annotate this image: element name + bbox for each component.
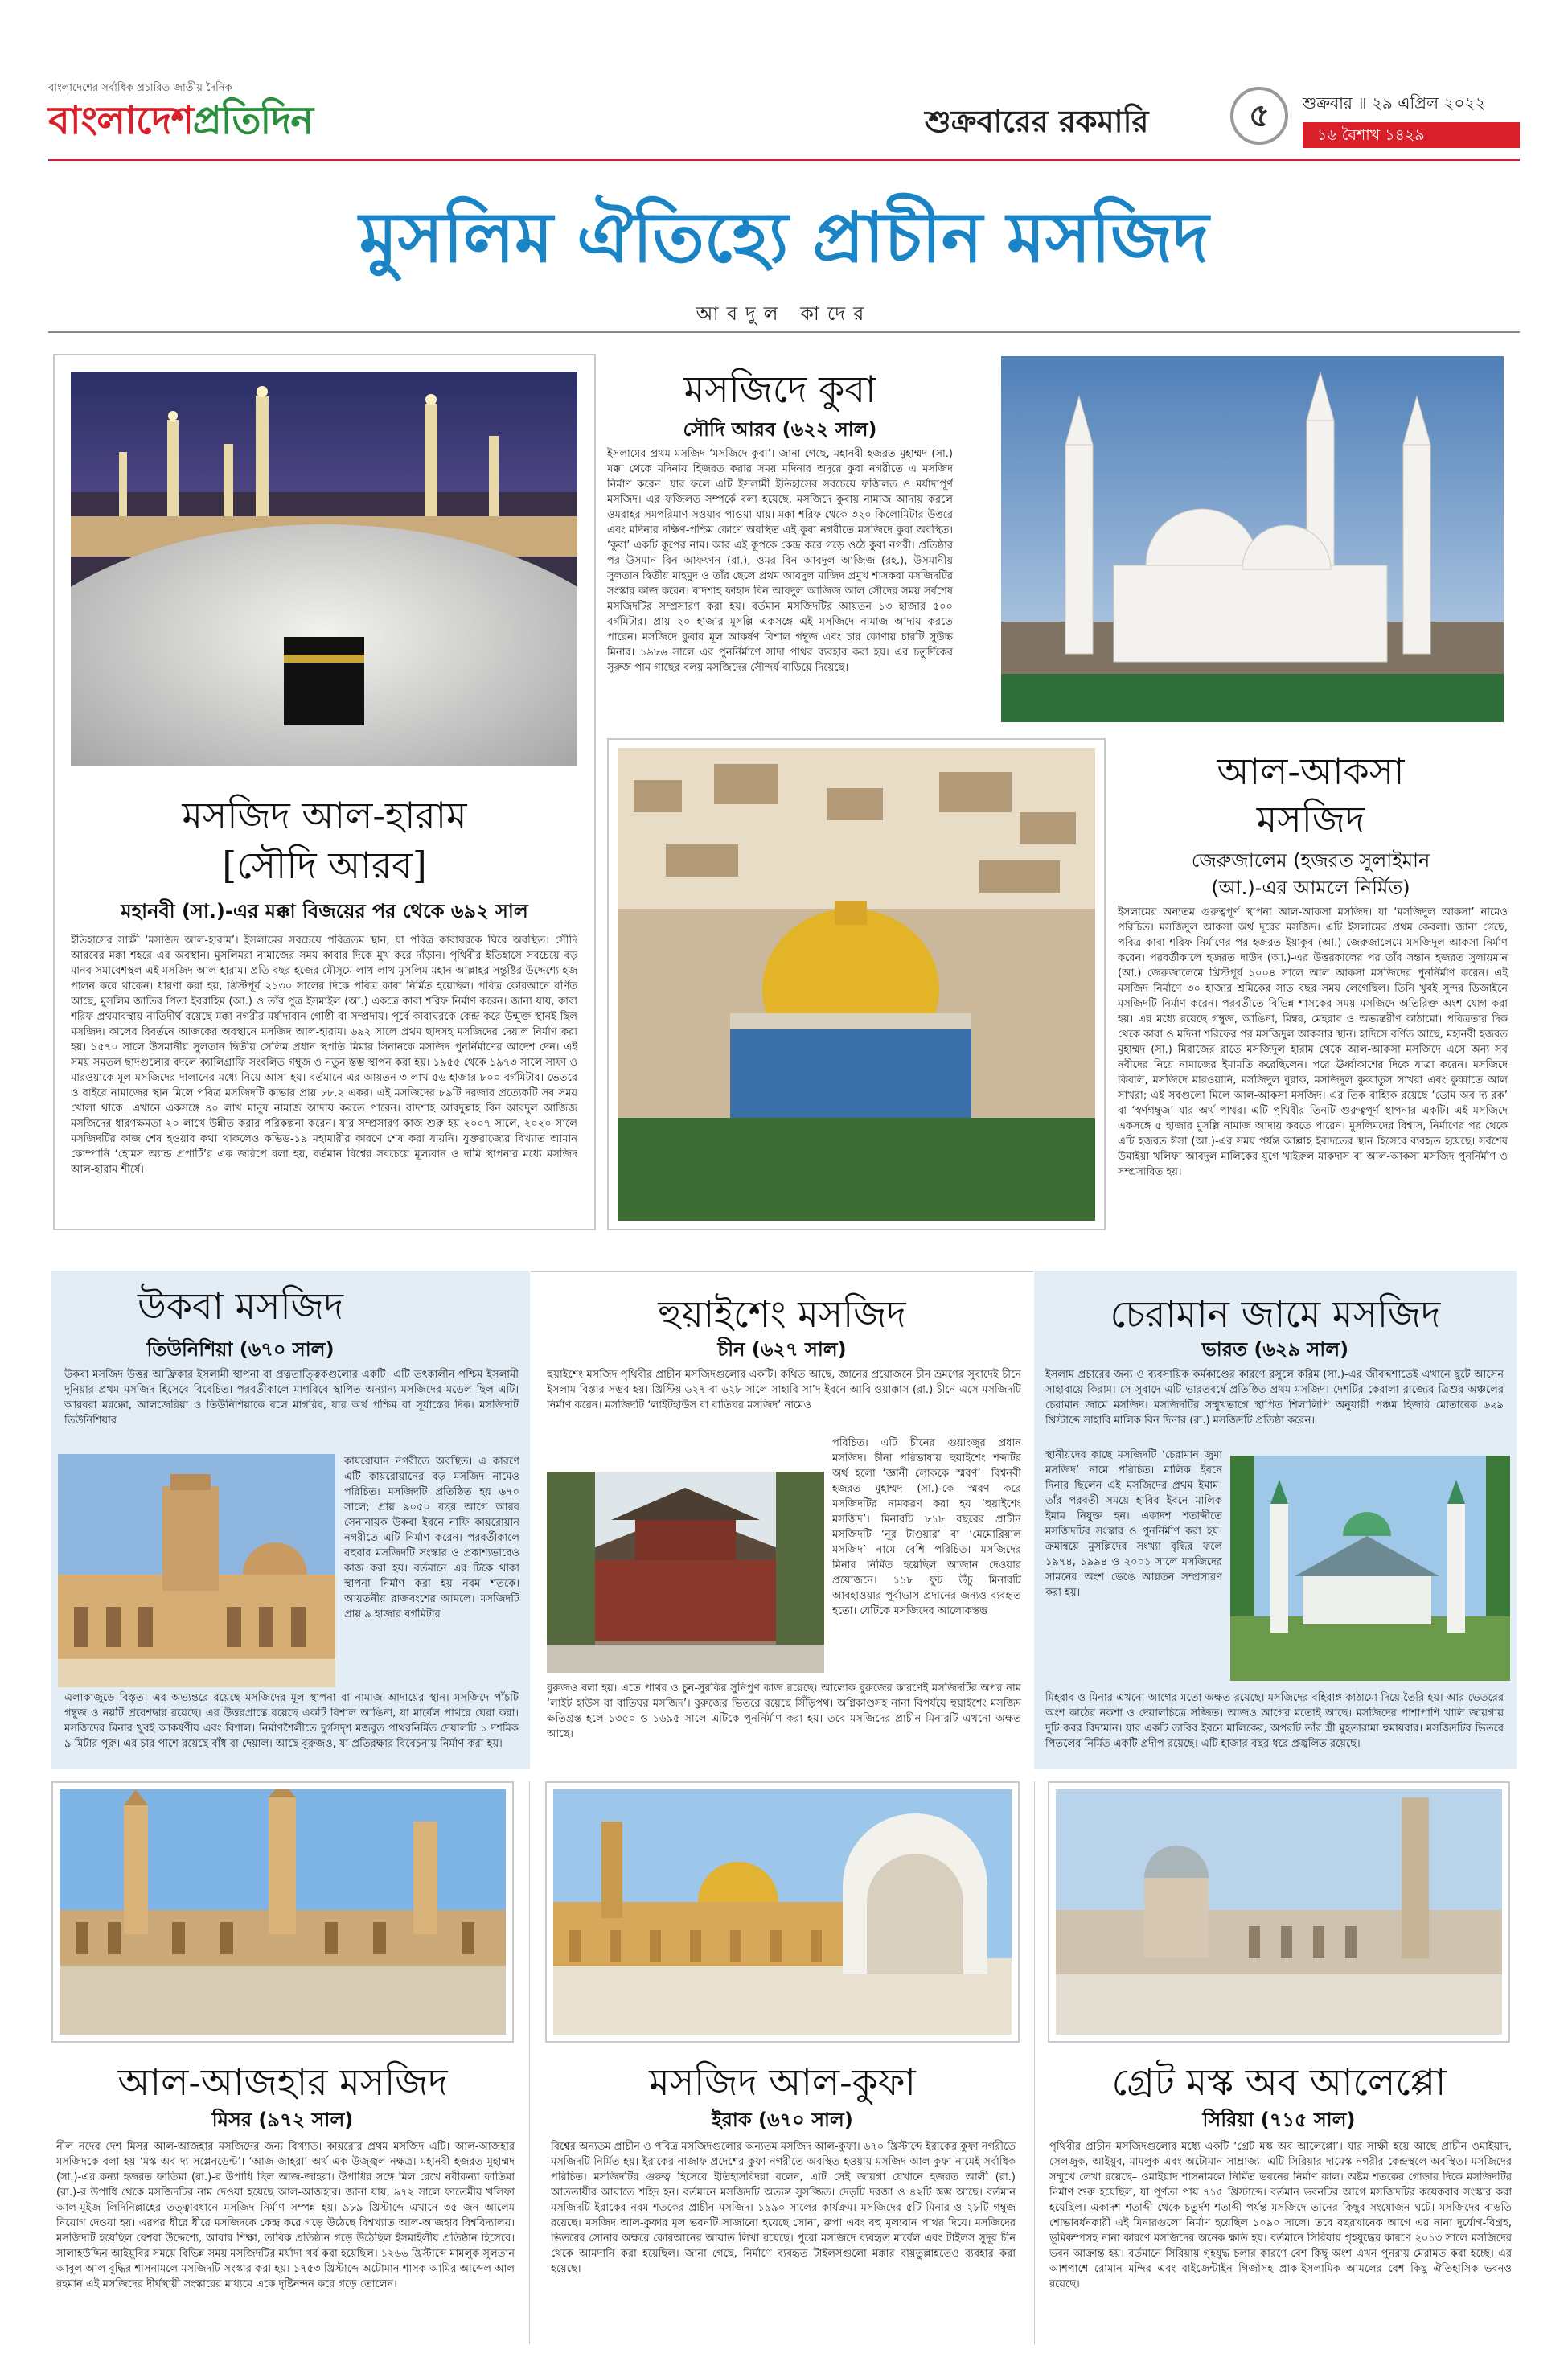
cheraman-body-top: ইসলাম প্রচারের জন্য ও ব্যবসায়িক কর্মকাণ্ডের কারণে রসুলে করিম (সা.)-এর জীবদ্দশাতেই এখানে ছুটে আসেন সাহাবায়ে কিরাম। সে সুবাদে এটি ভারতবর্ষে প্রতিষ্ঠিত প্রথম মসজিদ। দেশটির কেরালা রাজ্যের ত্রিশুর অঞ্চলের চেরামান জামে মসজিদ। মসজিদটির সম্মুখভাগে স্থাপিত শিলালিপি অনুযায়ী পঞ্চম হিজরি মোতাবেক ৬২৯ খ্রিস্টাব্দে সাহাবি মালিক বিন দিনার (রা.) মসজিদটি প্রতিষ্ঠা করেন। <box>1045 1369 1504 1427</box>
uqba-photo <box>58 1454 335 1687</box>
haram-title: মসজিদ আল-হারাম <box>182 794 467 837</box>
huaisheng-subtitle: চীন (৬২৭ সাল) <box>717 1338 847 1361</box>
column-divider <box>1034 1781 1035 2344</box>
cheraman-subtitle: ভারত (৬২৯ সাল) <box>1201 1338 1349 1361</box>
azhar-subtitle: মিসর (৯৭২ সাল) <box>211 2109 354 2131</box>
huaisheng-body-top: হুয়াইশেং মসজিদ পৃথিবীর প্রাচীন মসজিদগুলোর একটি। কথিত আছে, জ্ঞানের প্রয়োজনে চীন ভ্রমণের সুবাদেই চীনে ইসলাম বিস্তার সম্ভব হয়। খ্রিস্টিয় ৬২৭ বা ৬২৮ সালে সাহাবি সা’দ ইবনে আবি ওয়াক্কাস (রা.) চীনে এসে মসজিদটি নির্মাণ করেন। মসজিদটি ‘লাইটহাউস বা বাতিঘর মসজিদ’ নামেও <box>547 1369 1021 1411</box>
masthead <box>48 80 1520 161</box>
bangla-date: ১৬ বৈশাখ ১৪২৯ <box>1303 122 1520 148</box>
newspaper-logo[interactable]: বাংলাদেশপ্রতিদিন <box>48 98 314 143</box>
haram-photo <box>71 372 577 766</box>
uqba-body-top: উকবা মসজিদ উত্তর আফ্রিকার ইসলামী স্থাপনা বা প্রত্নতাত্ত্বিকগুলোর একটি। এটি তৎকালীন পশ্চিম ইসলামী দুনিয়ার প্রথম মসজিদ হিসেবে বিবেচিত। পরবর্তীকালে মাগরিবে স্থাপিত অন্যান্য মসজিদের মডেল ছিল এটি। আরবরা মরক্কো, আলজেরিয়া ও তিউনিশিয়াকে বলে মাগরিব, যার অর্থ পশ্চিম বা সূর্যাস্তের দিক। মসজিদটি তিউনিশিয়ার <box>64 1369 519 1427</box>
huaisheng-body-bottom: বুরুজও বলা হয়। এতে পাথর ও চুন-সুরকির সুনিপুণ কাজ রয়েছে। আলোক বুরুজের কারণেই মসজিদটির অপর নাম ‘লাইট হাউস বা বাতিঘর মসজিদ’। বুরুজের ভিতরে রয়েছে সিঁড়িপথ। অগ্নিকাণ্ডসহ নানা বিপর্যয়ে হুয়াইশেং মসজিদ ক্ষতিগ্রস্ত হলে ১৩৫০ ও ১৬৯৫ সালে এটিকে পুনর্নির্মাণ করা হয়। তবে মসজিদের প্রাচীন মিনারটি এখনো অক্ষত আছে। <box>547 1682 1021 1740</box>
kufa-title: মসজিদ আল-কুফা <box>649 2060 916 2104</box>
aqsa-subtitle-line2: (আ.)-এর আমলে নির্মিত) <box>1211 877 1410 899</box>
haram-body: ইতিহাসের সাক্ষী ‘মসজিদ আল-হারাম’। ইসলামের সবচেয়ে পবিত্রতম স্থান, যা পবিত্র কাবাঘরকে ঘিরে অবস্থিত। সৌদি আরবের মক্কা শহরে এর অবস্থান। মুসলিমরা নামাজের সময় কাবার দিকে মুখ করে দাঁড়ান। পৃথিবীর ইতিহাসে সবচেয়ে বড় মানব সমাবেশস্থল এই মসজিদ আল-হারাম। প্রতি বছর হজের মৌসুমে লাখ লাখ মুসলিম মহান আল্লাহর সন্তুষ্টির উদ্দেশ্যে হজ পালন করে থাকেন। ধারণা করা হয়, খ্রিস্টপূর্ব ২১৩০ সালের দিকে পবিত্র কাবা নির্মিত হয়েছিল। পবিত্র কোরআনে বর্ণিত আছে, মুসলিম জাতির পিতা ইবরাহিম (আ.) ও তাঁর পুত্র ইসমাইল (আ.) একত্রে কাবা শরিফ নির্মাণ করেন। জানা যায়, কাবা শরিফ প্রথমাবস্থায় নাতিদীর্ঘ রয়েছে মক্কা নগরীর মর্যাদাবান গোষ্ঠী বা সম্প্রদায়। পূর্বে কাবাঘরকে কেন্দ্র করে উন্মুক্ত স্থানই ছিল মসজিদ। কালের বিবর্তনে আজকের অবস্থানে মসজিদ আল-হারাম। ৬৯২ সালে প্রথম ছাদসহ মসজিদের দেয়াল নির্মাণ করা হয়। ১৫৭০ সালে উসমানীয় সুলতান দ্বিতীয় সেলিম প্রধান স্থপতি মিমার সিনানকে মসজিদ পুনর্নির্মাণের আদেশ দেন। এই সময় সমতল ছাদগুলোর বদলে ক্যালিগ্রাফি সংবলিত গম্বুজ ও নতুন স্তম্ভ স্থাপন করা হয়। ১৯৫৫ থেকে ১৯৭৩ সালে সাফা ও মারওয়াকে মূল মসজিদের দালানের মধ্যে নিয়ে আসা হয়। বর্তমানে এর আয়তন ৩ লাখ ৫৬ হাজার ৮০০ বর্গমিটার। ভেতরে ও বাইরে নামাজের স্থান মিলে পবিত্র মসজিদটি কাভার প্রায় ৮৮.২ একর। এই মসজিদের ৮৯টি দরজার প্রত্যেকটি সব সময় খোলা থাকে। এখানে একসঙ্গে ৪০ লাখ মানুষ নামাজ আদায় করতে পারেন। বাদশাহ আবদুল্লাহ বিন আবদুল আজিজ মসজিদের ধারণক্ষমতা ২০ লাখে উন্নীত করার পরিকল্পনা করেন। যার সম্প্রসারণ কাজ শুরু হয় ২০০৭ সালে, ২০২০ সালে মসজিদটির কাজ শেষ হওয়ার কথা থাকলেও কভিড-১৯ মহামারীর কারণে শেষ করা যায়নি। যুক্তরাজ্যের বিখ্যাত আমান কোম্পানি ‘হোমস অ্যান্ড প্রপার্টি’র এক জরিপে বলা হয়, বর্তমান বিশ্বের সবচেয়ে মূল্যবান ও দামি স্থাপনার মধ্যে মসজিদ আল-হারাম শীর্ষে। <box>71 934 577 1176</box>
huaisheng-photo <box>547 1472 824 1673</box>
section-name: শুক্রবারের রকমারি <box>925 104 1149 139</box>
kuba-subtitle: সৌদি আরব (৬২২ সাল) <box>683 418 877 441</box>
uqba-body-side: কায়রোয়ান নগরীতে অবস্থিত। এ কারণে এটি কায়রোয়ানের বড় মসজিদ নামেও পরিচিত। মসজিদটি প্রতিষ্ঠিত হয় ৬৭০ সালে; প্রায় ৯০৫০ বছর আগে আরব সেনানায়ক উকবা ইবনে নাফি কায়রোয়ান নগরীতে এটি নির্মাণ করেন। পরবর্তীকালে বহুবার মসজিদটি সংস্কার ও প্রকাশ্যভাবেও কাজ করা হয়। বর্তমানে এর টিকে থাকা স্থাপনা নির্মাণ করা হয় নবম শতকে। আয়তনীয় রাজবংশের আমলে। মসজিদটি প্রায় ৯ হাজার বর্গমিটার <box>344 1456 519 1620</box>
divider <box>48 331 1520 333</box>
kufa-photo <box>553 1789 1012 2035</box>
page-title: মুসলিম ঐতিহ্যে প্রাচীন মসজিদ <box>359 197 1209 278</box>
uqba-body-bottom: এলাকাজুড়ে বিস্তৃত। এর অভ্যন্তরে রয়েছে মসজিদের মূল স্থাপনা বা নামাজ আদায়ের স্থান। মসজিদে পাঁচটি গম্বুজ ও নয়টি প্রবেশদ্বার রয়েছে। এর উত্তরপ্রান্তে রয়েছে একটি বিশাল আঙিনা, যা মার্বেল পাথরে ঘেরা করা। মসজিদের মিনার খুবই আকর্ষণীয় এবং বিশাল। নির্মাণশৈলীতে দুর্গসদৃশ মজবুত পাথরনির্মিত দেয়ালটি ১ দশমিক ৯ মিটার পুরু। এর চার পাশে রয়েছে বাঁধ বা দেয়াল। আছে বুরুজও, যা প্রতিরক্ষার বিবেচনায় নির্মাণ করা হয়। <box>64 1692 519 1750</box>
aleppo-subtitle: সিরিয়া (৭১৫ সাল) <box>1202 2109 1356 2131</box>
uqba-subtitle: তিউনিশিয়া (৬৭০ সাল) <box>146 1338 335 1361</box>
kuba-title: মসজিদে কুবা <box>683 368 876 411</box>
aqsa-photo <box>618 748 1095 1221</box>
aleppo-title: গ্রেট মস্ক অব আলেপ্পো <box>1111 2060 1447 2104</box>
aleppo-photo <box>1056 1789 1502 2035</box>
kuba-photo <box>1001 356 1504 722</box>
cheraman-photo <box>1230 1456 1510 1681</box>
cheraman-body-bottom: মিহরাব ও মিনার এখনো আগের মতো অক্ষত রয়েছে। মসজিদের বহিরাঙ্গ কাঠামো দিয়ে তৈরি হয়। আর ভেতরের অংশ কাঠের নকশা ও দেয়ালচিত্রে সজ্জিত। আজও আগের মতোই আছে। মসজিদের পাশাপাশি খালি জায়গায় দুটি কবর বিদ্যমান। যার একটি তাবিব ইবনে মালিকের, অপরটি তাঁর স্ত্রী মুহতারামা হুমায়রার। মসজিদটির ভিতরে পিতলের নির্মিত একটি প্রদীপ রয়েছে। এটি হাজার বছর ধরে প্রজ্বলিত রয়েছে। <box>1045 1692 1504 1750</box>
cheraman-title: চেরামান জামে মসজিদ <box>1110 1292 1441 1336</box>
aleppo-body: পৃথিবীর প্রাচীন মসজিদগুলোর মধ্যে একটি ‘গ্রেট মস্ক অব আলেপ্পো’। যার সাক্ষী হয়ে আছে প্রাচীন ওমাইয়াদ, সেলজুক, আইয়ুব, মামলুক এবং অটোমান সাম্রাজ্য। এটি সিরিয়ার দামেস্ক নগরীর কেন্দ্রস্থলে অবস্থিত। মসজিদের সম্মুখে লেখা রয়েছে– ওমাইয়াদ শাসনামলে নির্মিত ভবনের নির্মাণ কাল। অষ্টম শতকের গোড়ার দিকে মসজিদটির নির্মাণ শুরু হয়েছিল, যা পূর্ণতা পায় ৭১৫ খ্রিস্টাব্দে। বর্তমান ভবনটির আগে মসজিদটির কয়েকবার সংস্কার করা হয়েছিল। একাদশ শতাব্দী থেকে চতুর্দশ শতাব্দী পর্যন্ত মসজিদে তানের কিছুর সংযোজন ঘটে। মসজিদের বাড়তি শোভাবর্ধনকারী এই মিনারগুলো নির্মাণ হয়েছিল ১০৯০ সালে। তবে বছরখানেক আগে এর নানা দুর্যোগ-বিগ্রহ, ভূমিকম্পসহ নানা কারণে মসজিদের অনেক ক্ষতি হয়। বর্তমানে সিরিয়ায় গৃহযুদ্ধের কারণে ২০১৩ সালে মসজিদের ভবন আক্রান্ত হয়। বর্তমানে সিরিয়ায় গৃহযুদ্ধ চলার কারণে বেশ কিছু অংশ এখন পুনরায় মেরামত করা হচ্ছে। এর আশপাশে রোমান মন্দির এবং বাইজেন্টাইন গির্জাসহ প্রাক-ইসলামিক আমলের বেশ কিছু ঐতিহাসিক ভবনও রয়েছে। <box>1049 2141 1512 2290</box>
cheraman-body-side: স্থানীয়দের কাছে মসজিদটি ‘চেরামান জুমা মসজিদ’ নামে পরিচিত। মালিক ইবনে দিনার ছিলেন এই মসজিদের প্রথম ইমাম। তাঁর পরবর্তী সময়ে হাবিব ইবনে মালিক ইমাম নিযুক্ত হন। একাদশ শতাব্দীতে মসজিদটির সংস্কার ও পুনর্নির্মাণ করা হয়। ক্রমান্বয়ে মুসল্লিদের সংখ্যা বৃদ্ধির ফলে ১৯৭৪, ১৯৯৪ ও ২০০১ সালে মসজিদের সামনের অংশ ভেঙে আয়তন সম্প্রসারণ করা হয়। <box>1045 1449 1222 1599</box>
huaisheng-body-side: পরিচিত। এটি চীনের গুয়াংজুর প্রধান মসজিদ। চীনা পরিভাষায় হুয়াইশেং শব্দটির অর্থ হলো ‘জ্ঞানী লোককে স্মরণ’। বিশ্বনবী হজরত মুহাম্মদ (সা.)-কে স্মরণ করে মসজিদটির নামকরণ করা হয় ‘হুয়াইশেং মসজিদ’। মিনারটি ৮১৮ বছরের প্রাচীন মসজিদটি ‘নূর টাওয়ার’ বা ‘মেমোরিয়াল মসজিদ’ নামে বেশি পরিচিত। মসজিদের মিনার নির্মিত হয়েছিল আজান দেওয়ার প্রয়োজনে। ১১৮ ফুট উঁচু মিনারটি আবহাওয়ার পূর্বাভাস প্রদানের জন্যও ব্যবহৃত হতো। যেটিকে মসজিদের আলোকস্তম্ভ <box>832 1437 1021 1617</box>
azhar-photo <box>60 1789 506 2035</box>
aqsa-body: ইসলামের অন্যতম গুরুত্বপূর্ণ স্থাপনা আল-আকসা মসজিদ। যা ‘মসজিদুল আকসা’ নামেও পরিচিত। মসজিদুল আকসা অর্থ দূরের মসজিদ। এটি ইসলামের প্রথম কেবলা। জানা গেছে, পবিত্র কাবা শরিফ নির্মাণের পর হজরত ইয়াকুব (আ.) জেরুজালেমে মসজিদুল আকসা নির্মাণ করেন। পরবর্তীকালে হজরত দাউদ (আ.)-এর উত্তরকালের পর তাঁর সন্তান হজরত সুলায়মান (আ.) জেরুজালেমে খ্রিস্টপূর্ব ১০০৪ সালে আল আকসা মসজিদের পুনর্নির্মাণ করেন। এই মসজিদ নির্মাণে ৩০ হাজার শ্রমিকের সাত বছর সময় লেগেছিল। তিনি খুবই সুন্দর ডিজাইনে মসজিদটি নির্মাণ করেন। পরবর্তীতে বিভিন্ন শাসকের সময় মসজিদে অতিরিক্ত অংশ যোগ করা হয়। এর মধ্যে রয়েছে গম্বুজ, আঙিনা, মিম্বর, মেহরাব ও অভ্যন্তরীণ কাঠামো। পবিত্রতার দিক থেকে কাবা ও মদিনা শরিফের পর মসজিদুল আকসার স্থান। হাদিসে বর্ণিত আছে, মহানবী হজরত মুহাম্মদ (সা.) মিরাজের রাতে মসজিদুল হারাম থেকে আল-আকসা মসজিদে এসে অন্য সব নবীদের নিয়ে নামাজের ইমামতি করেছিলেন। পরে ঊর্ধ্বাকাশের দিকে যাত্রা করেন। মসজিদে কিবলি, মসজিদে মারওয়ানি, মসজিদুল বুরাক, মসজিদুল কুব্বাতুস সাখরা এবং কুব্বাতে আল সাখরা; এই সবগুলো মিলে আল-আকসা মসজিদ। এর তিক বাহ্যিক রয়েছে ‘ডোম অব দ্য রক’ বা ‘স্বর্ণগম্বুজ’ যার অর্থ পাথর। এটি পৃথিবীর তিনটি গুরুত্বপূর্ণ স্থাপনার একটি। এই মসজিদে একসঙ্গে ৫ হাজার মুসল্লি নামাজ আদায় করতে পারেন। মুসলিমদের বিশ্বাস, নির্মাণের পর থেকে এটি হজরত ঈসা (আ.)-এর সময় পর্যন্ত আল্লাহ ইবাদতের স্থান হিসেবে ব্যবহৃত হয়েছে। সর্বশেষ উমাইয়া খলিফা আবদুল মালিকের যুগে খাইরুল মাকদাস বা আল-আকসা মসজিদ পুনর্নির্মাণ ও সম্প্রসারিত হয়। <box>1118 906 1508 1178</box>
uqba-title: উকবা মসজিদ <box>138 1284 343 1328</box>
azhar-title: আল-আজহার মসজিদ <box>117 2060 448 2104</box>
column-divider <box>529 1781 530 2344</box>
kufa-body: বিশ্বের অন্যতম প্রাচীন ও পবিত্র মসজিদগুলোর অন্যতম মসজিদ আল-কুফা। ৬৭০ খ্রিস্টাব্দে ইরাকের কুফা নগরীতে মসজিদটি নির্মিত হয়। ইরাকের নাজাফ প্রদেশের কুফা নগরীতে অবস্থিত হওয়ায় মসজিদ আল-কুফা নামেই সর্বাধিক পরিচিত। মসজিদটির গুরুত্ব হিসেবে ইতিহাসবিদরা বলেন, এটি সেই জায়গা যেখানে হজরত আলী (রা.) আততায়ীর আঘাতে শহিদ হন। বর্তমানে মসজিদটি অত্যন্ত সুসজ্জিত। দেড়টি দরজা ও ৪২টি স্তম্ভ আছে। বর্তমান মসজিদটি ইরাকের নবম শতকের প্রাচীন মসজিদ। ১৯৯০ সালের কার্যক্রম। মসজিদের ৫টি মিনার ও ২৮টি গম্বুজ রয়েছে। মসজিদ আল-কুফার মূল ভবনটি সাজানো হয়েছে সোনা, রুপা এবং বহু মূল্যবান পাথর দিয়ে। মসজিদের ভিতরের সোনার অক্ষরে কোরআনের আয়াত লিখা রয়েছে। পুরো মসজিদে ব্যবহৃত মার্বেল এবং টাইলস সুদূর চীন থেকে আমদানি করা হয়েছিল। জানা গেছে, নির্মাণে ব্যবহৃত টাইলসগুলো মক্কার বায়তুল্লাহতেও ব্যবহার করা হয়েছে। <box>551 2141 1016 2275</box>
huaisheng-title: হুয়াইশেং মসজিদ <box>658 1292 906 1336</box>
haram-subtitle: মহানবী (সা.)-এর মক্কা বিজয়ের পর থেকে ৬৯২ সাল <box>121 900 528 922</box>
issue-date: শুক্রবার ॥ ২৯ এপ্রিল ২০২২ <box>1303 93 1486 113</box>
masthead-tagline: বাংলাদেশের সর্বাধিক প্রচারিত জাতীয় দৈনিক <box>48 82 232 94</box>
aqsa-title-line2: মসজিদ <box>1256 798 1365 841</box>
kuba-body: ইসলামের প্রথম মসজিদ ‘মসজিদে কুবা’। জানা গেছে, মহানবী হজরত মুহাম্মদ (সা.) মক্কা থেকে মদিনায় হিজরত করার সময় মদিনার অদূরে কুবা নগরীতে এ মসজিদ নির্মাণ করেন। যার ফলে এটি ইসলামী ইতিহাসের সবচেয়ে ফজিলত ও মর্যাদাপূর্ণ মসজিদ। এর ফজিলত সম্পর্কে বলা হয়েছে, মসজিদে কুবায় নামাজ আদায় করলে ওমরাহর সমপরিমাণ সওয়াব পাওয়া যায়। মক্কা শরিফ থেকে ৩২০ কিলোমিটার উত্তরে এবং মদিনার দক্ষিণ-পশ্চিম কোণে অবস্থিত এই কুবা নগরীতে মসজিদে কুবা অবস্থিত। ‘কুবা’ একটি কূপের নাম। আর এই কূপকে কেন্দ্র করে গড়ে ওঠে কুবা নগরী। প্রতিষ্ঠার পর উসমান বিন আফফান (রা.), ওমর বিন আবদুল আজিজ (রহ.), উসমানীয় সুলতান দ্বিতীয় মাহমুদ ও তাঁর ছেলে প্রথম আবদুল মাজিদ প্রমুখ শাসকরা মসজিদটির সংস্কার কাজ করেন। বাদশাহ ফাহাদ বিন আবদুল আজিজ আল সৌদের সময় সর্বশেষ মসজিদটির সম্প্রসারণ করা হয়। বর্তমান মসজিদটির আয়তন ১৩ হাজার ৫০০ বর্গমিটার। প্রায় ২০ হাজার মুসল্লি একসঙ্গে এই মসজিদে নামাজ আদায় করতে পারেন। মসজিদে কুবার মূল আকর্ষণ বিশাল গম্বুজ এবং চার কোণায় চারটি সুউচ্চ মিনার। ১৯৮৬ সালে এর পুনর্নির্মাণে সাদা পাথর ব্যবহার করা হয়। এর চতুর্দিকের সুরুজ পাম গাছের বলয় মসজিদের সৌন্দর্য বাড়িয়ে দিয়েছে। <box>607 448 953 674</box>
aqsa-subtitle: জেরুজালেম (হজরত সুলাইমান <box>1191 849 1430 872</box>
kufa-subtitle: ইরাক (৬৭০ সাল) <box>712 2109 853 2131</box>
haram-title-country: [সৌদি আরব] <box>222 844 427 887</box>
page-number: ৫ <box>1230 87 1288 145</box>
azhar-body: নীল নদের দেশ মিসর আল-আজহার মসজিদের জন্য বিখ্যাত। কায়রোর প্রথম মসজিদ এটি। আল-আজহার মসজিদকে বলা হয় ‘মস্ক অব দ্য সপ্লেনডেন্ট’। ‘আজ-জাহরা’ অর্থ এক উজ্জ্বল নক্ষত্র। মহানবী হজরত মুহাম্মদ (সা.)-এর কন্যা হজরত ফাতিমা (রা.)-র উপাধি ছিল আজ-জাহরা। উপাধির সঙ্গে মিল রেখে নবীকন্যা ফাতিমা (রা.)-র উপাধি থেকে মসজিদটির নাম দেওয়া হয়েছে আল-আজহার। জানা যায়, ৯৭২ সালে ফাতেমীয় খলিফা আল-মুইজ লিদিনিল্লাহের তত্ত্বাবধানে মসজিদ নির্মাণ সম্পন্ন হয়। ৯৮৯ খ্রিস্টাব্দে এখানে ৩৫ জন আলেম নিয়োগ দেওয়া হয়। এরপর ধীরে ধীরে মসজিদকে কেন্দ্র করে গড়ে উঠেছে বিশ্বখ্যাত আল-আজহার বিশ্ববিদ্যালয়। মসজিদটি হয়েছিল বেশবা উদ্দেশ্যে, আবার শিক্ষা, তাবিক প্রতিষ্ঠান গড়ে উঠেছিল ইসমাইলীয় প্রতিষ্ঠান হিসেবে। সালাহউদ্দিন আইয়ুবির সময়ে বিভিন্ন সময় মসজিদটির মর্যাদা খর্ব করা হয়েছিল। ১২৬৬ খ্রিস্টাব্দে মামলুক সুলতান আবুল আল বুদ্ধির শাসনামলে মসজিদটি সংস্কার করা হয়। ১৭৫৩ খ্রিস্টাব্দে অটোমান শাসক আমির আব্দেল আল রহমান এই মসজিদের দীর্ঘস্থায়ী সংস্কারের মাধ্যমে একে দৃষ্টিনন্দন করে গড়ে তোলেন। <box>56 2141 515 2290</box>
aqsa-title: আল-আকসা <box>1217 750 1405 793</box>
byline: আবদুল কাদের <box>696 302 872 325</box>
